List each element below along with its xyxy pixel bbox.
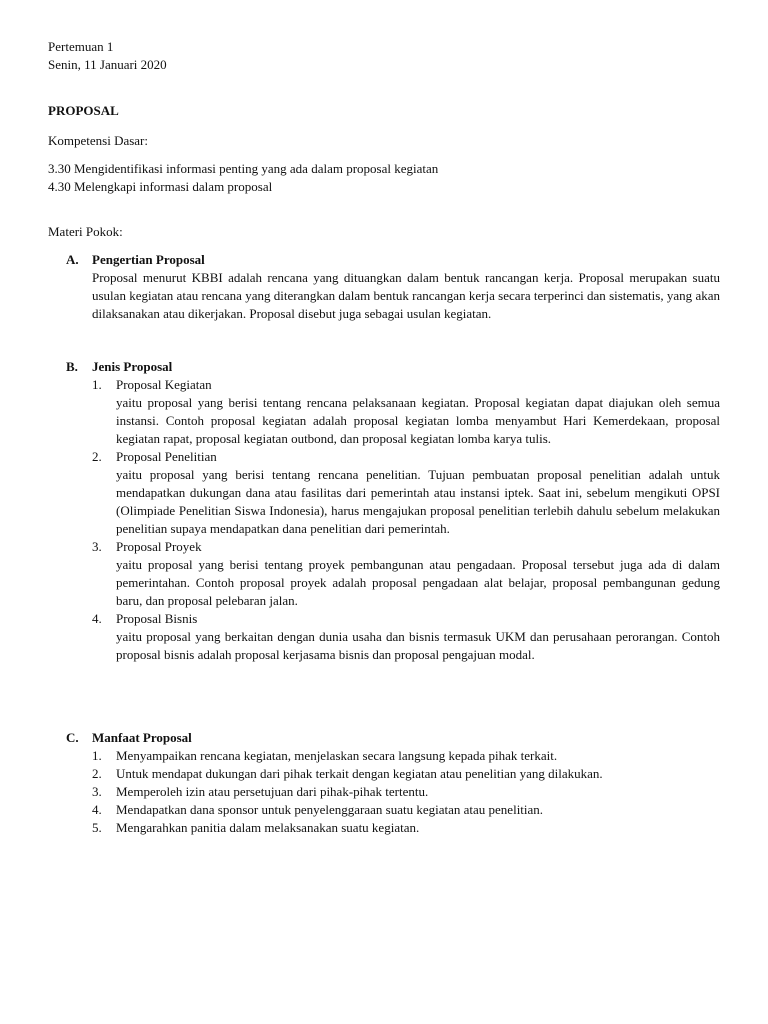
item-title: Proposal Kegiatan (116, 377, 212, 392)
item-number: 1. (92, 377, 102, 392)
list-item (66, 765, 720, 783)
list-item (66, 783, 720, 801)
item-description: yaitu proposal yang berisi tentang rencana pelaksanaan kegiatan. Proposal kegiatan dapat diajukan oleh semua instansi. Contoh proposal kegiatan adalah proposal kegiatan lomba menyambut Hari Kemerdekaan, proposal kegiatan rapat, proposal kegiatan outbond, dan proposal kegiatan lomba karya tulis. (116, 395, 720, 446)
kompetensi-list (48, 160, 438, 196)
meeting-date: Senin, 11 Januari 2020 (48, 57, 167, 72)
list-item (66, 801, 720, 819)
list-item (66, 747, 720, 765)
item-text: Untuk mendapat dukungan dari pihak terkait dengan kegiatan atau penelitian yang dilakukan. (116, 766, 603, 781)
document-header (48, 38, 167, 74)
section-heading (66, 358, 720, 376)
document-title: PROPOSAL (48, 103, 119, 118)
item-number: 4. (92, 802, 102, 817)
section-letter: A. (66, 252, 79, 267)
section-title: Jenis Proposal (92, 359, 173, 374)
section-manfaat (66, 729, 720, 837)
item-description: yaitu proposal yang berkaitan dengan dunia usaha dan bisnis termasuk UKM dan perusahaan perorangan. Contoh proposal bisnis adalah proposal kerjasama bisnis dan proposal pengajuan modal. (116, 629, 720, 662)
item-text: Menyampaikan rencana kegiatan, menjelaskan secara langsung kepada pihak terkait. (116, 748, 558, 763)
section-heading (66, 729, 720, 747)
list-item (66, 448, 720, 538)
item-description: yaitu proposal yang berisi tentang proyek pembangunan atau pengadaan. Proposal tersebut juga ada di dalam pemerintahan. Contoh proposal proyek adalah proposal pengadaan alat belajar, proposal pembangunan gedung baru, dan proposal pelebaran jalan. (116, 557, 720, 608)
item-number: 2. (92, 766, 102, 781)
section-title: Manfaat Proposal (92, 730, 192, 745)
item-number: 2. (92, 449, 102, 464)
kompetensi-item: 4.30 Melengkapi informasi dalam proposal (48, 179, 273, 194)
item-text: Memperoleh izin atau persetujuan dari pihak-pihak tertentu. (116, 784, 429, 799)
item-description: yaitu proposal yang berisi tentang rencana penelitian. Tujuan pembuatan proposal penelitian adalah untuk mendapatkan dukungan dana atau fasilitas dari pemerintah atau instansi iptek. Saat ini, sebelum mengikuti OPSI (Olimpiade Penelitian Siswa Indonesia), harus mengajukan proposal penelitian terlebih dahulu sebelum melakukan penelitian supaya mendapatkan dana penelitian dari pemerintah. (116, 467, 720, 536)
item-title: Proposal Penelitian (116, 449, 217, 464)
list-item (66, 819, 720, 837)
kompetensi-label: Kompetensi Dasar: (48, 133, 149, 148)
section-paragraph: Proposal menurut KBBI adalah rencana yang dituangkan dalam bentuk rancangan kerja. Proposal merupakan suatu usulan kegiatan atau rencana yang diterangkan dalam bentuk rancangan kerja secara terperinci dan sistematis, yang akan dilaksanakan atau dikerjakan. Proposal disebut juga sebagai usulan kegiatan. (92, 270, 720, 321)
item-text: Mengarahkan panitia dalam melaksanakan suatu kegiatan. (116, 820, 420, 835)
section-heading (66, 251, 720, 269)
section-pengertian (66, 251, 720, 323)
materi-pokok-label: Materi Pokok: (48, 224, 123, 239)
item-number: 3. (92, 784, 102, 799)
item-number: 5. (92, 820, 102, 835)
meeting-label: Pertemuan 1 (48, 39, 114, 54)
item-number: 1. (92, 748, 102, 763)
item-text: Mendapatkan dana sponsor untuk penyelenggaraan suatu kegiatan atau penelitian. (116, 802, 544, 817)
list-item (66, 538, 720, 610)
item-title: Proposal Bisnis (116, 611, 198, 626)
list-item (66, 376, 720, 448)
item-number: 4. (92, 611, 102, 626)
section-letter: C. (66, 730, 79, 745)
item-number: 3. (92, 539, 102, 554)
item-title: Proposal Proyek (116, 539, 202, 554)
section-letter: B. (66, 359, 78, 374)
kompetensi-item: 3.30 Mengidentifikasi informasi penting yang ada dalam proposal kegiatan (48, 161, 439, 176)
list-item (66, 610, 720, 664)
section-jenis (66, 358, 720, 664)
section-title: Pengertian Proposal (92, 252, 205, 267)
